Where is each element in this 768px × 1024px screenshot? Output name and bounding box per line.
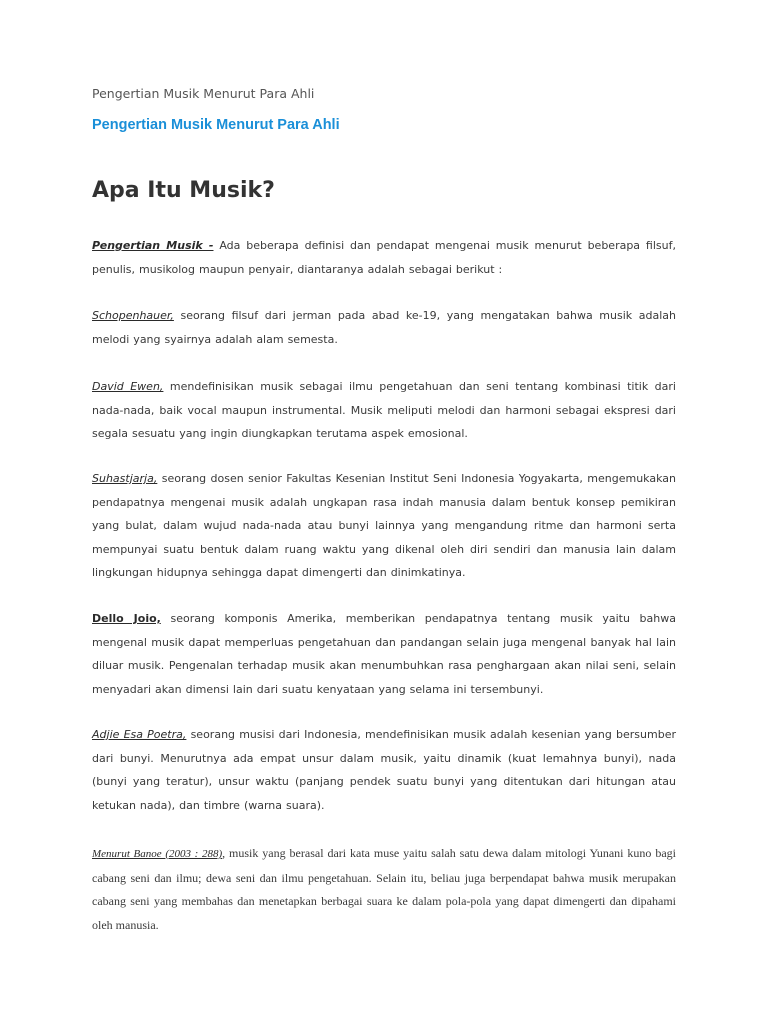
paragraph-lead: Adjie Esa Poetra, xyxy=(92,728,187,741)
paragraph-adjie-esa-poetra xyxy=(92,723,676,817)
paragraph-dello-joio xyxy=(92,607,676,701)
paragraph-text: seorang komponis Amerika, memberikan pendapatnya tentang musik yaitu bahwa mengenal musik dapat memperluas pengetahuan dan pandangan selain juga mengenal banyak hal lain diluar musik. Pengenalan terhadap musik akan menumbuhkan rasa penghargaan akan nilai seni, selain menyadari akan dimensi lain dari suatu kenyataan yang selama ini tersembunyi. xyxy=(92,612,676,696)
paragraph-text: Ada beberapa definisi dan pendapat mengenai musik menurut beberapa filsuf, penulis, musikolog maupun penyair, diantaranya adalah sebagai berikut : xyxy=(92,239,676,276)
paragraph-lead: Menurut Banoe (2003 : 288) xyxy=(92,848,223,860)
paragraph-david-ewen xyxy=(92,375,676,446)
paragraph-lead: Pengertian Musik - xyxy=(92,239,214,252)
paragraph-schopenhauer xyxy=(92,304,676,351)
paragraph-suhastjarja xyxy=(92,467,676,585)
paragraph-text: seorang filsuf dari jerman pada abad ke-19, yang mengatakan bahwa musik adalah melodi yang syairnya adalah alam semesta. xyxy=(92,309,676,346)
paragraph-lead: David Ewen, xyxy=(92,380,164,393)
paragraph-text: seorang dosen senior Fakultas Kesenian Institut Seni Indonesia Yogyakarta, mengemukakan pendapatnya mengenai musik adalah ungkapan rasa indah manusia dalam bentuk konsep pemikiran yang bulat, dalam wujud nada-nada atau bunyi lainnya yang mengandung ritme dan harmoni serta mempunyai suatu bentuk dalam ruang waktu yang dikenal oleh diri sendiri dan manusia lain dalam lingkungan hidupnya sehingga dapat dimengerti dan dinimkatinya. xyxy=(92,472,676,579)
document-blue-title: Pengertian Musik Menurut Para Ahli xyxy=(92,117,340,133)
paragraph-text: , musik yang berasal dari kata muse yaitu salah satu dewa dalam mitologi Yunani kuno bagi cabang seni dan ilmu; dewa seni dan ilmu pengetahuan. Selain itu, beliau juga berpendapat bahwa musik merupakan cabang seni yang membahas dan menetapkan berbagai suara ke dalam pola-pola yang dapat dimengerti dan dipahami oleh manusia. xyxy=(92,846,676,932)
paragraph-lead: Dello Joio, xyxy=(92,612,161,625)
paragraph-text: mendefinisikan musik sebagai ilmu pengetahuan dan seni tentang kombinasi titik dari nada-nada, baik vocal maupun instrumental. Musik meliputi melodi dan harmoni sebagai ekspresi dari segala sesuatu yang ingin diungkapkan terutama aspek emosional. xyxy=(92,380,676,440)
paragraph-lead: Schopenhauer, xyxy=(92,309,174,322)
document-small-title: Pengertian Musik Menurut Para Ahli xyxy=(92,86,315,101)
paragraph-text: seorang musisi dari Indonesia, mendefinisikan musik adalah kesenian yang bersumber dari bunyi. Menurutnya ada empat unsur dalam musik, yaitu dinamik (kuat lemahnya bunyi), nada (bunyi yang teratur), unsur waktu (panjang pendek suatu bunyi yang ditentukan dari hitungan atau ketukan nada), dan timbre (warna suara). xyxy=(92,728,676,812)
paragraph-intro xyxy=(92,234,676,281)
main-heading: Apa Itu Musik? xyxy=(92,178,275,203)
paragraph-banoe xyxy=(92,842,676,937)
paragraph-lead: Suhastjarja, xyxy=(92,472,158,485)
